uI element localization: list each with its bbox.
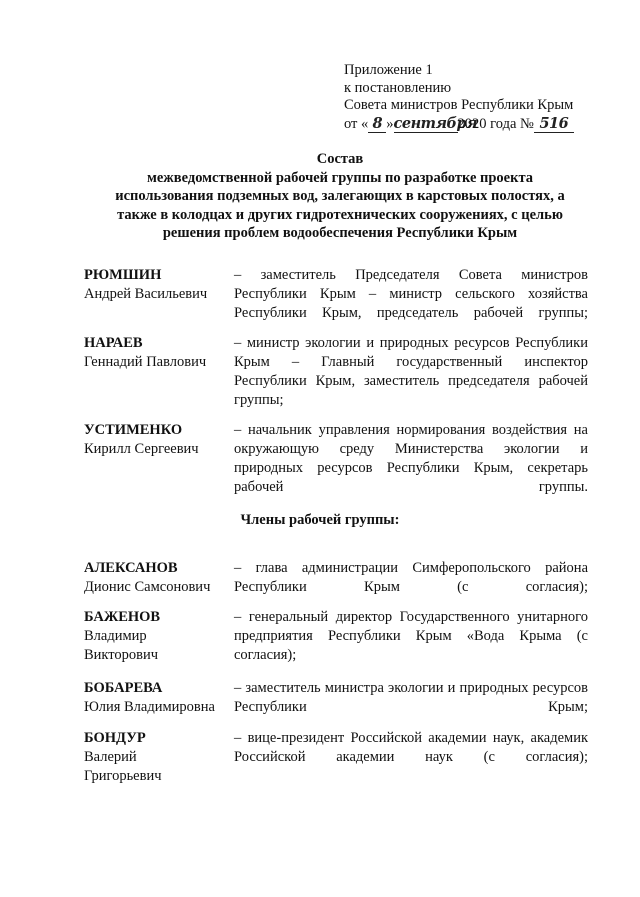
title-line-2: использования подземных вод, залегающих в карстовых полостях, а: [115, 188, 565, 204]
member-role: – вице-президент Российской академии наук, академик Российской академии наук (с согласия);: [234, 730, 588, 765]
member-role: – министр экологии и природных ресурсов Республики Крым – Главный государственный инспектор Республики Крым, заместитель председателя рабочей группы;: [234, 335, 588, 408]
appendix-date-line: [344, 115, 574, 134]
date-prefix: от «: [344, 115, 369, 132]
member-given-name: Кирилл Сергеевич: [84, 441, 199, 457]
title-line-1: межведомственной рабочей группы по разработке проекта: [146, 169, 534, 186]
member-name: [84, 559, 232, 597]
handwritten-number: 516: [534, 115, 574, 134]
member-role: – заместитель министра экологии и природных ресурсов Республики Крым;: [234, 680, 588, 715]
member-given-name: Дионис Самсонович: [84, 579, 211, 595]
appendix-line-2: к постановлению: [344, 79, 452, 96]
appendix-block: [344, 62, 574, 133]
handwritten-day: 8: [368, 115, 386, 134]
member-surname: БОНДУР: [84, 730, 146, 746]
quote-close: »: [386, 115, 394, 132]
member-given-name: Геннадий Павлович: [84, 354, 207, 370]
title-line-4: решения проблем водообеспечения Республики Крым: [162, 225, 518, 241]
document-title: [70, 150, 610, 243]
member-surname: УСТИМЕНКО: [84, 422, 183, 438]
member-surname: НАРАЕВ: [84, 335, 143, 351]
member-given-name: Владимир: [84, 628, 147, 644]
title-heading: Состав: [316, 151, 364, 167]
date-year: 2020 года №: [457, 115, 534, 132]
member-surname: АЛЕКСАНОВ: [84, 560, 178, 576]
members-heading: Члены рабочей группы:: [240, 512, 400, 528]
member-surname: РЮМШИН: [84, 267, 162, 283]
member-role: – заместитель Председателя Совета министров Республики Крым – министр сельского хозяйства Республики Крым, председатель рабочей группы;: [234, 267, 588, 321]
member-surname: БАЖЕНОВ: [84, 609, 161, 625]
member-patronymic: Викторович: [84, 647, 159, 663]
member-name: [84, 729, 232, 786]
handwritten-month: сентября: [393, 114, 478, 132]
title-line-3: также в колодцах и других гидротехнических сооружениях, с целью: [117, 206, 563, 223]
member-name: [84, 334, 232, 372]
appendix-line-3: Совета министров Республики Крым: [344, 97, 574, 113]
member-name: [84, 608, 232, 665]
member-given-name: Валерий: [84, 749, 137, 765]
member-name: [84, 421, 232, 459]
member-role: – глава администрации Симферопольского района Республики Крым (с согласия);: [234, 560, 588, 595]
member-role: – генеральный директор Государственного унитарного предприятия Республики Крым «Вода Крыма (с согласия);: [234, 609, 588, 663]
member-given-name: Юлия Владимировна: [84, 699, 215, 715]
appendix-line-1: Приложение 1: [344, 62, 433, 78]
member-surname: БОБАРЕВА: [84, 680, 163, 696]
member-given-name: Андрей Васильевич: [84, 286, 208, 302]
member-name: [84, 679, 232, 717]
member-patronymic: Григорьевич: [84, 768, 162, 784]
member-role: – начальник управления нормирования воздействия на окружающую среду Министерства экологии и природных ресурсов Республики Крым, секретарь рабочей группы.: [234, 422, 588, 495]
member-name: [84, 266, 232, 304]
